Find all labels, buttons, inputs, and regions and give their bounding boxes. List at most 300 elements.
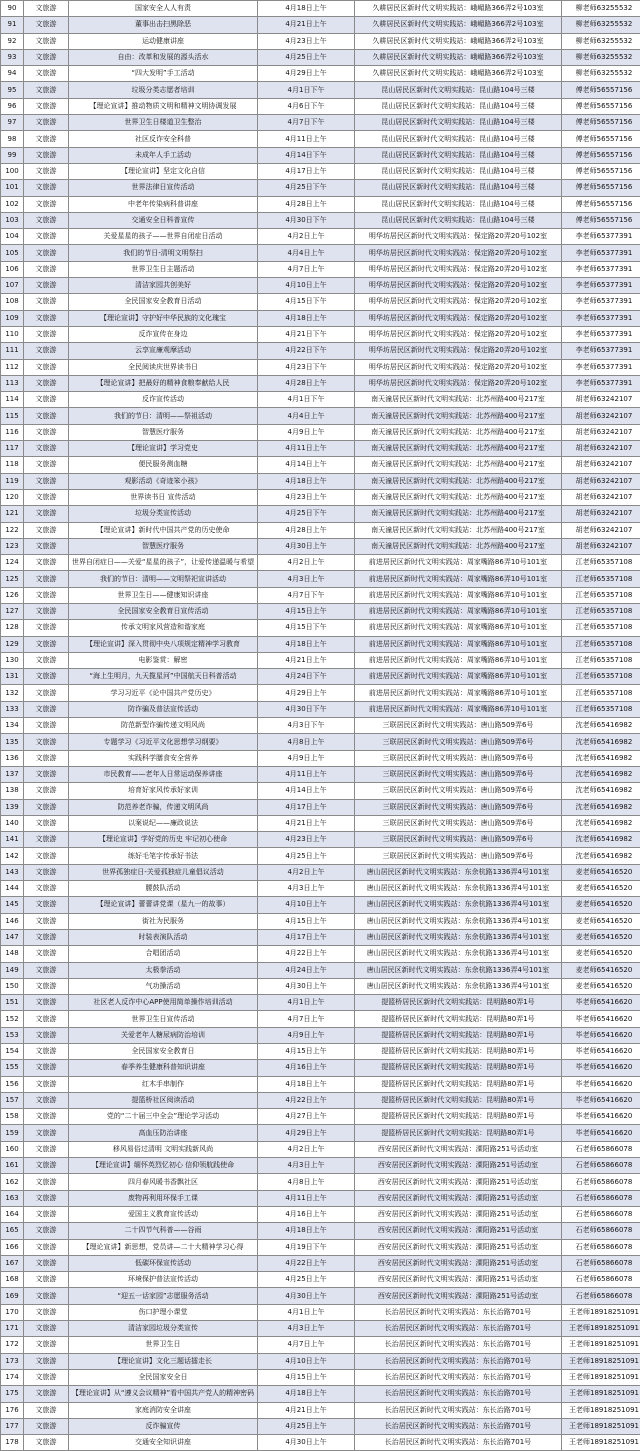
activity-time-cell: 4月3日上午: [258, 1158, 355, 1174]
category-cell: 文旅游: [24, 1239, 69, 1255]
activity-location-cell: 昆山居民区新时代文明实践站：昆山路104号三楼: [355, 115, 562, 131]
contact-cell: 傅老师56557156: [562, 196, 640, 212]
row-number: 105: [1, 245, 24, 261]
row-number: 106: [1, 261, 24, 277]
row-number: 110: [1, 326, 24, 342]
table-row: [1, 848, 640, 864]
table-row: [1, 163, 640, 179]
table-row: [1, 1174, 640, 1190]
category-cell: 文旅游: [24, 1060, 69, 1076]
row-number: 95: [1, 82, 24, 98]
activity-title-cell: 环境保护普法宣传活动: [69, 1272, 258, 1288]
category-cell: 文旅游: [24, 1158, 69, 1174]
contact-cell: 柳老师63255532: [562, 33, 640, 49]
activity-location-cell: 明华坊居民区新时代文明实践站：保定路20弄20号102室: [355, 343, 562, 359]
category-cell: 文旅游: [24, 587, 69, 603]
row-number: 168: [1, 1272, 24, 1288]
activity-title-cell: 实践科学膳食安全营养: [69, 750, 258, 766]
activity-location-cell: 明华坊居民区新时代文明实践站：保定路20弄20号102室: [355, 326, 562, 342]
row-number: 112: [1, 359, 24, 375]
contact-cell: 石老师65866078: [562, 1272, 640, 1288]
contact-cell: 李老师65377391: [562, 359, 640, 375]
category-cell: 文旅游: [24, 1044, 69, 1060]
table-row: [1, 1337, 640, 1353]
category-cell: 文旅游: [24, 180, 69, 196]
activity-time-cell: 4月15日上午: [258, 1044, 355, 1060]
activity-location-cell: 明华坊居民区新时代文明实践站：保定路20弄20号102室: [355, 229, 562, 245]
activity-time-cell: 4月21日上午: [258, 652, 355, 668]
activity-title-cell: 国家安全人人有责: [69, 1, 258, 17]
category-cell: 文旅游: [24, 82, 69, 98]
contact-cell: 李老师65377391: [562, 261, 640, 277]
table-row: [1, 864, 640, 880]
activity-time-cell: 4月1日上午: [258, 995, 355, 1011]
activity-title-cell: 中老年传染病科普讲座: [69, 196, 258, 212]
category-cell: 文旅游: [24, 1206, 69, 1222]
table-row: [1, 946, 640, 962]
row-number: 148: [1, 946, 24, 962]
activity-location-cell: 三联居民区新时代文明实践站：唐山路509弄6号: [355, 783, 562, 799]
table-row: [1, 1386, 640, 1402]
activity-title-cell: 二十四节气科普——谷雨: [69, 1223, 258, 1239]
activity-title-cell: 移风易俗过清明 文明实践新风尚: [69, 1141, 258, 1157]
activity-time-cell: 4月30日下午: [258, 701, 355, 717]
activity-title-cell: 社区老人反诈中心APP使用简单操作培训活动: [69, 995, 258, 1011]
row-number: 162: [1, 1174, 24, 1190]
contact-cell: 石老师65866078: [562, 1239, 640, 1255]
activity-title-cell: 练好毛笔字传承好书法: [69, 848, 258, 864]
contact-cell: 胡老师63242107: [562, 489, 640, 505]
table-row: [1, 1125, 640, 1141]
row-number: 130: [1, 652, 24, 668]
activity-location-cell: 长治居民区新时代文明实践站：东长治路701号: [355, 1353, 562, 1369]
contact-cell: 李老师65377391: [562, 375, 640, 391]
contact-cell: 江老师65357108: [562, 587, 640, 603]
table-row: [1, 1, 640, 17]
activity-location-cell: 南天潼居民区新时代文明实践站：北苏州路400号217室: [355, 538, 562, 554]
activity-time-cell: 4月18日上午: [258, 1076, 355, 1092]
category-cell: 文旅游: [24, 701, 69, 717]
activity-time-cell: 4月15日上午: [258, 913, 355, 929]
row-number: 175: [1, 1386, 24, 1402]
activity-title-cell: 全民国家安全教育日宣传活动: [69, 603, 258, 619]
activity-location-cell: 长治居民区新时代文明实践站：东长治路701号: [355, 1337, 562, 1353]
activity-location-cell: 南天潼居民区新时代文明实践站：北苏州路400号217室: [355, 457, 562, 473]
row-number: 99: [1, 147, 24, 163]
category-cell: 文旅游: [24, 962, 69, 978]
activity-title-cell: 四月春风暖书香飘社区: [69, 1174, 258, 1190]
category-cell: 文旅游: [24, 375, 69, 391]
row-number: 159: [1, 1125, 24, 1141]
activity-title-cell: 运动健康讲座: [69, 33, 258, 49]
row-number: 170: [1, 1304, 24, 1320]
category-cell: 文旅游: [24, 473, 69, 489]
row-number: 90: [1, 1, 24, 17]
contact-cell: 王老师18918251091: [562, 1369, 640, 1385]
table-row: [1, 1418, 640, 1434]
contact-cell: 毕老师65416620: [562, 1109, 640, 1125]
row-number: 157: [1, 1092, 24, 1108]
contact-cell: 柳老师63255532: [562, 66, 640, 82]
row-number: 165: [1, 1223, 24, 1239]
category-cell: 文旅游: [24, 98, 69, 114]
category-cell: 文旅游: [24, 1027, 69, 1043]
table-row: [1, 913, 640, 929]
table-row: [1, 1076, 640, 1092]
contact-cell: 沈老师65416982: [562, 718, 640, 734]
activity-title-cell: 我们的节日：清明——祭祖活动: [69, 408, 258, 424]
activity-title-cell: 【理论宣讲】把最好的精神食粮奉献给人民: [69, 375, 258, 391]
category-cell: 文旅游: [24, 147, 69, 163]
row-number: 139: [1, 799, 24, 815]
category-cell: 文旅游: [24, 913, 69, 929]
activity-title-cell: 提篮桥社区阅读活动: [69, 1092, 258, 1108]
row-number: 141: [1, 832, 24, 848]
row-number: 146: [1, 913, 24, 929]
activity-location-cell: 唐山居民区新时代文明实践站：东余杭路1336弄4号101室: [355, 864, 562, 880]
activity-location-cell: 前进居民区新时代文明实践站：周家嘴路86弄10号101室: [355, 587, 562, 603]
row-number: 150: [1, 978, 24, 994]
activity-time-cell: 4月15日上午: [258, 1369, 355, 1385]
table-row: [1, 343, 640, 359]
row-number: 132: [1, 685, 24, 701]
category-cell: 文旅游: [24, 1369, 69, 1385]
activity-location-cell: 南天潼居民区新时代文明实践站：北苏州路400号217室: [355, 506, 562, 522]
table-row: [1, 1141, 640, 1157]
category-cell: 文旅游: [24, 897, 69, 913]
row-number: 151: [1, 995, 24, 1011]
category-cell: 文旅游: [24, 278, 69, 294]
activity-location-cell: 长治居民区新时代文明实践站：东长治路701号: [355, 1386, 562, 1402]
table-row: [1, 33, 640, 49]
category-cell: 文旅游: [24, 392, 69, 408]
activity-location-cell: 提篮桥居民区新时代文明实践站：昆明路80弄1号: [355, 1044, 562, 1060]
activity-location-cell: 前进居民区新时代文明实践站：周家嘴路86弄10号101室: [355, 701, 562, 717]
row-number: 142: [1, 848, 24, 864]
category-cell: 文旅游: [24, 1304, 69, 1320]
contact-cell: 傅老师56557156: [562, 163, 640, 179]
activity-location-cell: 南天潼居民区新时代文明实践站：北苏州路400号217室: [355, 392, 562, 408]
category-cell: 文旅游: [24, 799, 69, 815]
table-row: [1, 1239, 640, 1255]
activity-title-cell: 世界卫生日主题活动: [69, 261, 258, 277]
category-cell: 文旅游: [24, 750, 69, 766]
table-row: [1, 685, 640, 701]
row-number: 91: [1, 17, 24, 33]
activity-time-cell: 4月7日上午: [258, 1011, 355, 1027]
activity-location-cell: 提篮桥居民区新时代文明实践站：昆明路80弄1号: [355, 1076, 562, 1092]
activity-title-cell: 反诈骗宣传: [69, 1418, 258, 1434]
table-row: [1, 229, 640, 245]
table-row: [1, 652, 640, 668]
activity-title-cell: 防范新型诈骗传递文明风尚: [69, 718, 258, 734]
category-cell: 文旅游: [24, 1321, 69, 1337]
contact-cell: 麦老师65416520: [562, 978, 640, 994]
activity-location-cell: 前进居民区新时代文明实践站：周家嘴路86弄10号101室: [355, 571, 562, 587]
activity-time-cell: 4月3日下午: [258, 718, 355, 734]
row-number: 134: [1, 718, 24, 734]
table-row: [1, 1288, 640, 1304]
activity-time-cell: 4月19日下午: [258, 1239, 355, 1255]
activity-title-cell: 【理论宣讲】学习党史: [69, 441, 258, 457]
activity-location-cell: 三联居民区新时代文明实践站：唐山路509弄6号: [355, 832, 562, 848]
activity-location-cell: 提篮桥居民区新时代文明实践站：昆明路80弄1号: [355, 1011, 562, 1027]
activity-location-cell: 明华坊居民区新时代文明实践站：保定路20弄20号102室: [355, 310, 562, 326]
activity-title-cell: 自由：改革和发展的源头活水: [69, 49, 258, 65]
activity-time-cell: 4月15日上午: [258, 603, 355, 619]
activity-time-cell: 4月16日上午: [258, 1206, 355, 1222]
table-row: [1, 1321, 640, 1337]
table-row: [1, 457, 640, 473]
category-cell: 文旅游: [24, 1092, 69, 1108]
activity-location-cell: 西安居民区新时代文明实践站：溧阳路251号活动室: [355, 1255, 562, 1271]
table-row: [1, 131, 640, 147]
activity-time-cell: 4月28日上午: [258, 196, 355, 212]
table-row: [1, 571, 640, 587]
activity-title-cell: 【理论宣讲】新时代中国共产党的历史使命: [69, 522, 258, 538]
activity-location-cell: 明华坊居民区新时代文明实践站：保定路20弄20号102室: [355, 375, 562, 391]
category-cell: 文旅游: [24, 636, 69, 652]
activity-title-cell: 高血压防治讲座: [69, 1125, 258, 1141]
contact-cell: 王老师18918251091: [562, 1321, 640, 1337]
table-row: [1, 881, 640, 897]
activity-title-cell: 便民服务测血糖: [69, 457, 258, 473]
table-row: [1, 701, 640, 717]
table-row: [1, 294, 640, 310]
activity-time-cell: 4月8日上午: [258, 734, 355, 750]
activity-title-cell: 未成年人手工活动: [69, 147, 258, 163]
contact-cell: 李老师65377391: [562, 294, 640, 310]
activity-time-cell: 4月3日上午: [258, 571, 355, 587]
activity-time-cell: 4月17日上午: [258, 929, 355, 945]
activity-location-cell: 明华坊居民区新时代文明实践站：保定路20弄20号102室: [355, 359, 562, 375]
row-number: 109: [1, 310, 24, 326]
table-row: [1, 1223, 640, 1239]
contact-cell: 李老师65377391: [562, 343, 640, 359]
row-number: 119: [1, 473, 24, 489]
activity-location-cell: 三联居民区新时代文明实践站：唐山路509弄6号: [355, 766, 562, 782]
contact-cell: 沈老师65416982: [562, 750, 640, 766]
activity-title-cell: 全民国家安全教育日活动: [69, 294, 258, 310]
activity-time-cell: 4月3日上午: [258, 1321, 355, 1337]
activity-time-cell: 4月18日上午: [258, 1386, 355, 1402]
contact-cell: 石老师65866078: [562, 1206, 640, 1222]
activity-title-cell: 低碳环保宣传活动: [69, 1255, 258, 1271]
table-row: [1, 82, 640, 98]
table-row: [1, 489, 640, 505]
activity-title-cell: 【理论宣讲】推动物质文明和精神文明协调发展: [69, 98, 258, 114]
table-row: [1, 359, 640, 375]
category-cell: 文旅游: [24, 131, 69, 147]
activity-title-cell: 董事出击扫黑除恶: [69, 17, 258, 33]
row-number: 143: [1, 864, 24, 880]
contact-cell: 江老师65357108: [562, 555, 640, 571]
table-row: [1, 245, 640, 261]
activity-location-cell: 明华坊居民区新时代文明实践站：保定路20弄20号102室: [355, 245, 562, 261]
contact-cell: 石老师65866078: [562, 1190, 640, 1206]
contact-cell: 李老师65377391: [562, 310, 640, 326]
contact-cell: 毕老师65416620: [562, 995, 640, 1011]
activity-location-cell: 提篮桥居民区新时代文明实践站：昆明路80弄1号: [355, 1027, 562, 1043]
row-number: 173: [1, 1353, 24, 1369]
contact-cell: 胡老师63242107: [562, 392, 640, 408]
activity-time-cell: 4月11日上午: [258, 1190, 355, 1206]
activity-location-cell: 西安居民区新时代文明实践站：溧阳路251号活动室: [355, 1141, 562, 1157]
activity-title-cell: 培育好家风传承好家训: [69, 783, 258, 799]
activity-time-cell: 4月30日下午: [258, 212, 355, 228]
row-number: 127: [1, 603, 24, 619]
row-number: 129: [1, 636, 24, 652]
activity-time-cell: 4月30日上午: [258, 538, 355, 554]
table-row: [1, 17, 640, 33]
row-number: 147: [1, 929, 24, 945]
contact-cell: 毕老师65416620: [562, 1027, 640, 1043]
activity-time-cell: 4月18日上午: [258, 310, 355, 326]
contact-cell: 柳老师63255532: [562, 17, 640, 33]
category-cell: 文旅游: [24, 1337, 69, 1353]
row-number: 145: [1, 897, 24, 913]
activity-location-cell: 前进居民区新时代文明实践站：周家嘴路86弄10号101室: [355, 636, 562, 652]
activity-time-cell: 4月15日下午: [258, 620, 355, 636]
activity-time-cell: 4月22日上午: [258, 1092, 355, 1108]
category-cell: 文旅游: [24, 1190, 69, 1206]
activity-time-cell: 4月2日上午: [258, 864, 355, 880]
category-cell: 文旅游: [24, 1, 69, 17]
contact-cell: 沈老师65416982: [562, 815, 640, 831]
row-number: 126: [1, 587, 24, 603]
activity-time-cell: 4月2日上午: [258, 555, 355, 571]
activity-title-cell: 世界卫生日——健康知识讲座: [69, 587, 258, 603]
activity-time-cell: 4月1日下午: [258, 82, 355, 98]
activity-title-cell: 关爱老年人糖尿病防治培训: [69, 1027, 258, 1043]
row-number: 128: [1, 620, 24, 636]
category-cell: 文旅游: [24, 652, 69, 668]
row-number: 116: [1, 424, 24, 440]
row-number: 144: [1, 881, 24, 897]
row-number: 103: [1, 212, 24, 228]
row-number: 137: [1, 766, 24, 782]
table-row: [1, 1027, 640, 1043]
category-cell: 文旅游: [24, 1174, 69, 1190]
activity-time-cell: 4月9日上午: [258, 424, 355, 440]
table-row: [1, 49, 640, 65]
contact-cell: 沈老师65416982: [562, 766, 640, 782]
activity-location-cell: 西安居民区新时代文明实践站：溧阳路251号活动室: [355, 1206, 562, 1222]
activity-title-cell: 党的“二十届三中全会”理论学习活动: [69, 1109, 258, 1125]
contact-cell: 石老师65866078: [562, 1174, 640, 1190]
activity-time-cell: 4月23日上午: [258, 832, 355, 848]
activity-location-cell: 久耕居民区新时代文明实践站：峨嵋路366弄2号103室: [355, 33, 562, 49]
contact-cell: 毕老师65416620: [562, 1060, 640, 1076]
activity-location-cell: 西安居民区新时代文明实践站：溧阳路251号活动室: [355, 1239, 562, 1255]
contact-cell: 胡老师63242107: [562, 538, 640, 554]
activity-location-cell: 唐山居民区新时代文明实践站：东余杭路1336弄4号101室: [355, 929, 562, 945]
category-cell: 文旅游: [24, 978, 69, 994]
activity-time-cell: 4月18日上午: [258, 1223, 355, 1239]
activity-time-cell: 4月18日上午: [258, 636, 355, 652]
table-row: [1, 424, 640, 440]
activity-title-cell: 时装表演队活动: [69, 929, 258, 945]
table-row: [1, 587, 640, 603]
row-number: 161: [1, 1158, 24, 1174]
contact-cell: 傅老师56557156: [562, 212, 640, 228]
activity-title-cell: 合唱团活动: [69, 946, 258, 962]
contact-cell: 毕老师65416620: [562, 1125, 640, 1141]
table-row: [1, 750, 640, 766]
contact-cell: 麦老师65416520: [562, 881, 640, 897]
activity-time-cell: 4月25日下午: [258, 506, 355, 522]
table-row: [1, 261, 640, 277]
row-number: 140: [1, 815, 24, 831]
table-row: [1, 1092, 640, 1108]
activity-location-cell: 提篮桥居民区新时代文明实践站：昆明路80弄1号: [355, 1109, 562, 1125]
row-number: 107: [1, 278, 24, 294]
activity-time-cell: 4月18日上午: [258, 1, 355, 17]
activity-location-cell: 唐山居民区新时代文明实践站：东余杭路1336弄4号101室: [355, 881, 562, 897]
activity-location-cell: 昆山居民区新时代文明实践站：昆山路104号三楼: [355, 163, 562, 179]
activity-time-cell: 4月29日上午: [258, 685, 355, 701]
activity-location-cell: 昆山居民区新时代文明实践站：昆山路104号三楼: [355, 180, 562, 196]
contact-cell: 胡老师63242107: [562, 522, 640, 538]
activity-location-cell: 前进居民区新时代文明实践站：周家嘴路86弄10号101室: [355, 555, 562, 571]
activity-time-cell: 4月7日上午: [258, 261, 355, 277]
activity-location-cell: 前进居民区新时代文明实践站：周家嘴路86弄10号101室: [355, 685, 562, 701]
contact-cell: 李老师65377391: [562, 245, 640, 261]
activity-location-cell: 提篮桥居民区新时代文明实践站：昆明路80弄1号: [355, 995, 562, 1011]
table-row: [1, 783, 640, 799]
table-row: [1, 669, 640, 685]
table-row: [1, 962, 640, 978]
activity-title-cell: 传承文明家风营造和谐家庭: [69, 620, 258, 636]
table-row: [1, 978, 640, 994]
activity-title-cell: 清洁家园垃圾分类宣传: [69, 1321, 258, 1337]
table-row: [1, 66, 640, 82]
activity-time-cell: 4月30日上午: [258, 1288, 355, 1304]
activity-location-cell: 明华坊居民区新时代文明实践站：保定路20弄20号102室: [355, 294, 562, 310]
activity-location-cell: 久耕居民区新时代文明实践站：峨嵋路366弄2号103室: [355, 1, 562, 17]
contact-cell: 李老师65377391: [562, 326, 640, 342]
category-cell: 文旅游: [24, 669, 69, 685]
table-row: [1, 636, 640, 652]
activity-title-cell: 世界自闭症日——关爱“星星的孩子”，让爱传递温暖与希望: [69, 555, 258, 571]
contact-cell: 王老师18918251091: [562, 1337, 640, 1353]
activity-time-cell: 4月9日上午: [258, 1027, 355, 1043]
row-number: 124: [1, 555, 24, 571]
activity-title-cell: 红木手串制作: [69, 1076, 258, 1092]
activity-location-cell: 昆山居民区新时代文明实践站：昆山路104号三楼: [355, 131, 562, 147]
activity-location-cell: 长治居民区新时代文明实践站：东长治路701号: [355, 1369, 562, 1385]
category-cell: 文旅游: [24, 1435, 69, 1451]
table-row: [1, 375, 640, 391]
activity-time-cell: 4月10日上午: [258, 897, 355, 913]
activity-location-cell: 明华坊居民区新时代文明实践站：保定路20弄20号102室: [355, 261, 562, 277]
activity-time-cell: 4月28日上午: [258, 375, 355, 391]
activity-title-cell: 【理论宣讲】深入贯彻中央八项规定精神学习教育: [69, 636, 258, 652]
activity-time-cell: 4月2日上午: [258, 1141, 355, 1157]
category-cell: 文旅游: [24, 832, 69, 848]
table-row: [1, 278, 640, 294]
contact-cell: 傅老师56557156: [562, 82, 640, 98]
activity-time-cell: 4月23日下午: [258, 359, 355, 375]
row-number: 167: [1, 1255, 24, 1271]
contact-cell: 毕老师65416620: [562, 1044, 640, 1060]
activity-time-cell: 4月21日上午: [258, 17, 355, 33]
activity-time-cell: 4月1日下午: [258, 392, 355, 408]
activity-location-cell: 南天潼居民区新时代文明实践站：北苏州路400号217室: [355, 408, 562, 424]
contact-cell: 麦老师65416520: [562, 897, 640, 913]
activity-title-cell: “迎五一话家园”志愿服务活动: [69, 1288, 258, 1304]
table-row: [1, 506, 640, 522]
